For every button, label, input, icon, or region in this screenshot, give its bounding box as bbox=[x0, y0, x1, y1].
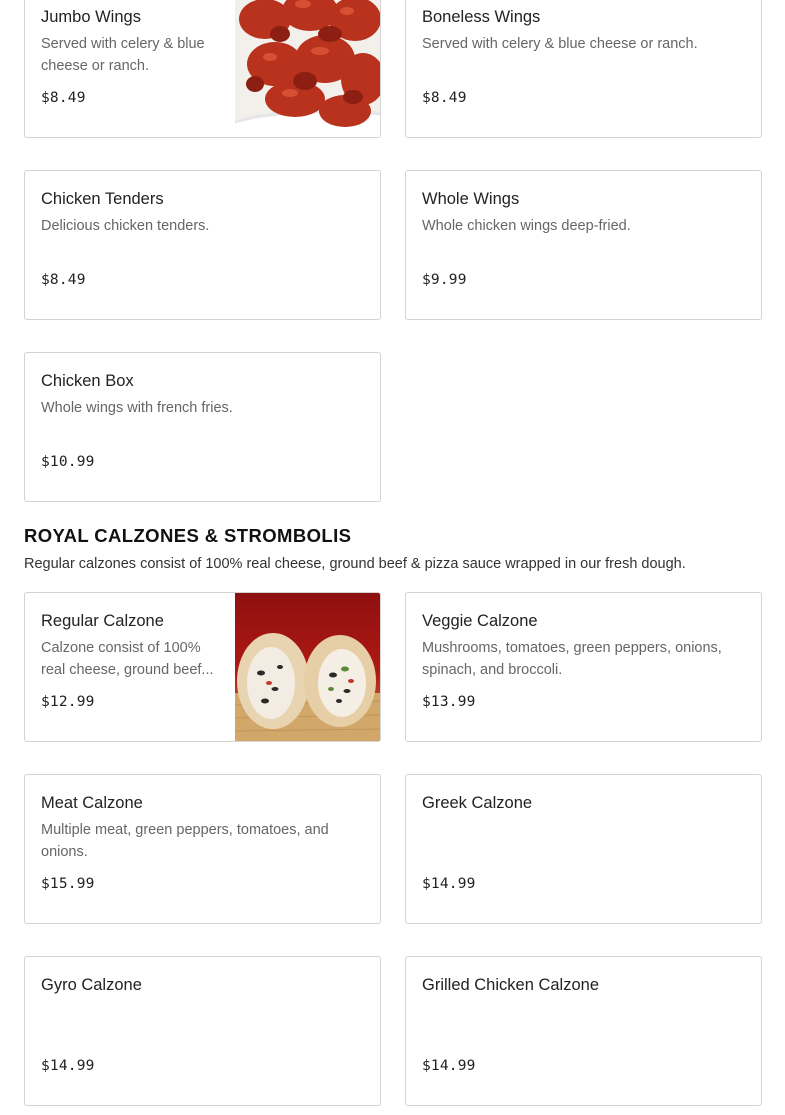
menu-item-name: Chicken Box bbox=[41, 372, 134, 390]
menu-item-chicken-box[interactable] bbox=[24, 352, 381, 502]
wings-image bbox=[235, 0, 380, 137]
menu-item-whole-wings[interactable] bbox=[405, 170, 762, 320]
menu-item-price: $14.99 bbox=[422, 1058, 476, 1074]
menu-item-description: Whole chicken wings deep-fried. bbox=[422, 218, 631, 234]
menu-item-veggie-calzone[interactable] bbox=[405, 592, 762, 742]
menu-item-name: Meat Calzone bbox=[41, 794, 143, 812]
menu-item-regular-calzone[interactable] bbox=[24, 592, 381, 742]
menu-item-name: Greek Calzone bbox=[422, 794, 533, 812]
menu-item-greek-calzone[interactable] bbox=[405, 774, 762, 924]
menu-item-price: $12.99 bbox=[41, 694, 95, 710]
menu-item-description: Whole wings with french fries. bbox=[41, 400, 233, 416]
calzone-photo bbox=[235, 593, 380, 741]
wings-photo bbox=[235, 0, 380, 137]
menu-item-name: Veggie Calzone bbox=[422, 612, 538, 630]
menu-item-name: Grilled Chicken Calzone bbox=[422, 976, 599, 994]
menu-item-price: $14.99 bbox=[422, 876, 476, 892]
menu-item-price: $8.49 bbox=[422, 90, 467, 106]
menu-item-name: Whole Wings bbox=[422, 190, 520, 208]
menu-item-boneless-wings[interactable] bbox=[405, 0, 762, 138]
menu-item-price: $14.99 bbox=[41, 1058, 95, 1074]
menu-item-description: Calzone consist of 100% real cheese, ground beef... bbox=[41, 640, 214, 678]
menu-item-description: Mushrooms, tomatoes, green peppers, onions, spinach, and broccoli. bbox=[422, 640, 722, 678]
menu-item-jumbo-wings[interactable] bbox=[24, 0, 381, 138]
menu-item-price: $15.99 bbox=[41, 876, 95, 892]
menu-item-price: $9.99 bbox=[422, 272, 467, 288]
menu-item-name: Regular Calzone bbox=[41, 612, 164, 630]
menu-item-name: Jumbo Wings bbox=[41, 8, 141, 26]
menu-item-gyro-calzone[interactable] bbox=[24, 956, 381, 1106]
menu-item-description: Multiple meat, green peppers, tomatoes, and onions. bbox=[41, 822, 329, 860]
calzone-image bbox=[235, 593, 380, 741]
menu-item-price: $10.99 bbox=[41, 454, 95, 470]
menu-item-name: Gyro Calzone bbox=[41, 976, 142, 994]
menu-item-price: $8.49 bbox=[41, 90, 86, 106]
menu-item-chicken-tenders[interactable] bbox=[24, 170, 381, 320]
section-title: ROYAL CALZONES & STROMBOLIS bbox=[24, 525, 352, 546]
menu-item-grilled-chicken-calzone[interactable] bbox=[405, 956, 762, 1106]
section-description: Regular calzones consist of 100% real cheese, ground beef & pizza sauce wrapped in our fresh dough. bbox=[24, 556, 686, 572]
menu-item-name: Chicken Tenders bbox=[41, 190, 164, 208]
menu-item-description: Served with celery & blue cheese or ranch. bbox=[422, 36, 698, 52]
menu-item-name: Boneless Wings bbox=[422, 8, 541, 26]
menu-item-price: $8.49 bbox=[41, 272, 86, 288]
menu-item-meat-calzone[interactable] bbox=[24, 774, 381, 924]
menu-item-description: Delicious chicken tenders. bbox=[41, 218, 210, 234]
menu-item-description: Served with celery & blue cheese or ranch. bbox=[41, 36, 205, 74]
menu-item-price: $13.99 bbox=[422, 694, 476, 710]
